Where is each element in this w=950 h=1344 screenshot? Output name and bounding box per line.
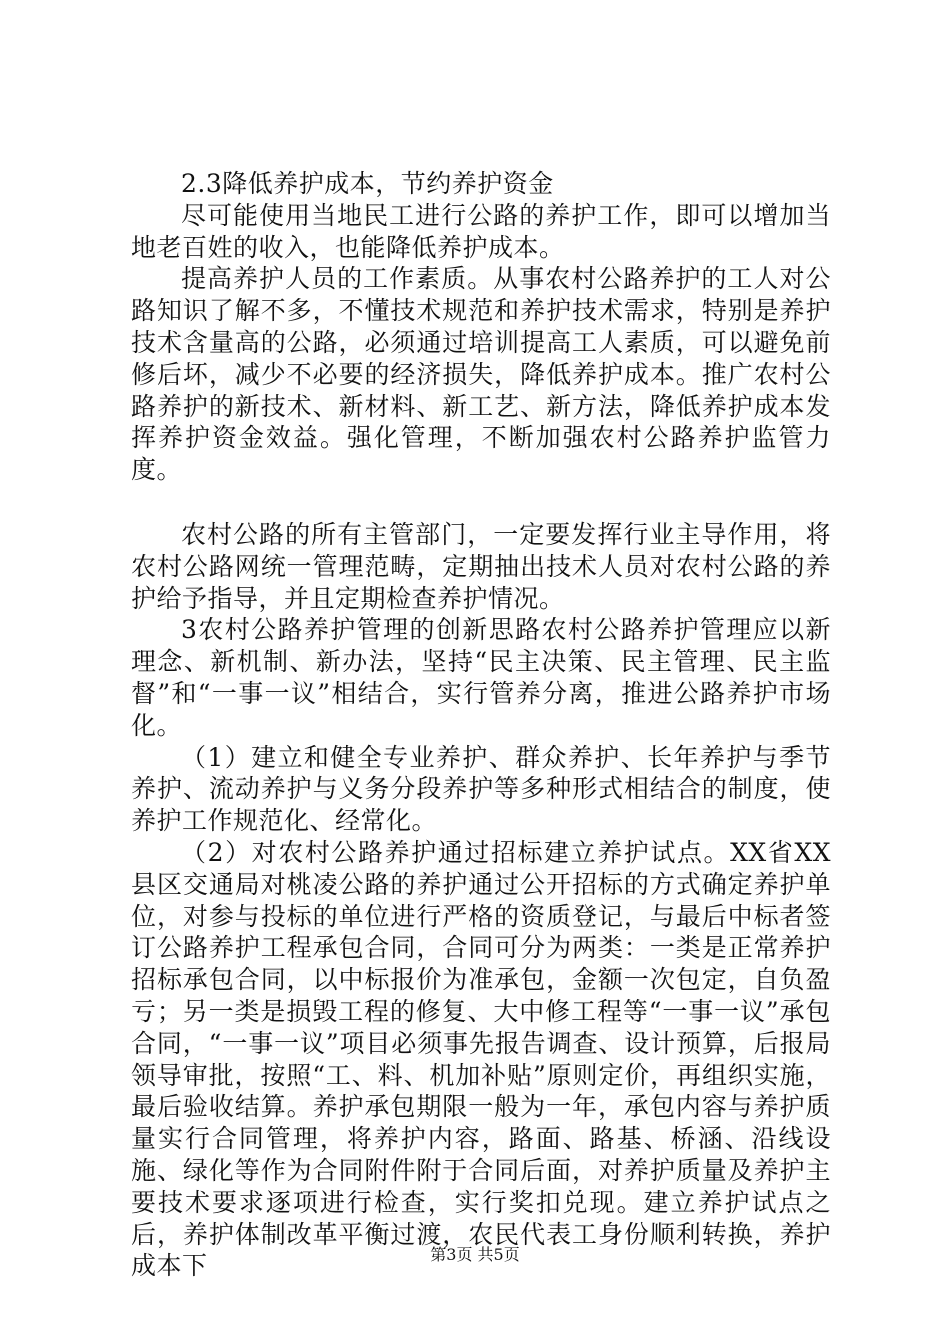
document-body bbox=[131, 168, 831, 1282]
paragraph: 尽可能使用当地民工进行公路的养护工作，即可以增加当地老百姓的收入，也能降低养护成本。 bbox=[131, 200, 831, 262]
section-heading: 2.3降低养护成本，节约养护资金 bbox=[181, 169, 554, 198]
paragraph: 3农村公路养护管理的创新思路农村公路养护管理应以新理念、新机制、新办法，坚持“民主决策、民主管理、民主监督”和“一事一议”相结合，实行管养分离，推进公路养护市场化。 bbox=[131, 615, 831, 740]
paragraph: （1）建立和健全专业养护、群众养护、长年养护与季节养护、流动养护与义务分段养护等多种形式相结合的制度，使养护工作规范化、经常化。 bbox=[131, 742, 831, 836]
paragraph: 提高养护人员的工作素质。从事农村公路养护的工人对公路知识了解不多，不懂技术规范和养护技术需求，特别是养护技术含量高的公路，必须通过培训提高工人素质，可以避免前修后坏，减少不必要的经济损失，降低养护成本。推广农村公路养护的新技术、新材料、新工艺、新方法，降低养护成本发挥养护资金效益。强化管理，不断加强农村公路养护监管力度。 bbox=[131, 264, 831, 485]
paragraph: 农村公路的所有主管部门，一定要发挥行业主导作用，将农村公路网统一管理范畴，定期抽出技术人员对农村公路的养护给予指导，并且定期检查养护情况。 bbox=[131, 519, 831, 613]
page-footer: 第3页 共5页 bbox=[430, 1245, 520, 1264]
paragraph: （2）对农村公路养护通过招标建立养护试点。XX省XX县区交通局对桃凌公路的养护通过公开招标的方式确定养护单位，对参与投标的单位进行严格的资质登记，与最后中标者签订公路养护工程承包合同，合同可分为两类：一类是正常养护招标承包合同，以中标报价为准承包，金额一次包定，自负盈亏；另一类是损毁工程的修复、大中修工程等“一事一议”承包合同，“一事一议”项目必须事先报告调查、设计预算，后报局领导审批，按照“工、料、机加补贴”原则定价，再组织实施，最后验收结算。养护承包期限一般为一年，承包内容与养护质量实行合同管理，将养护内容，路面、路基、桥涵、沿线设施、绿化等作为合同附件附于合同后面，对养护质量及养护主要技术要求逐项进行检查，实行奖扣兑现。建立养护试点之后，养护体制改革平衡过渡，农民代表工身份顺利转换，养护成本下 bbox=[131, 837, 831, 1281]
